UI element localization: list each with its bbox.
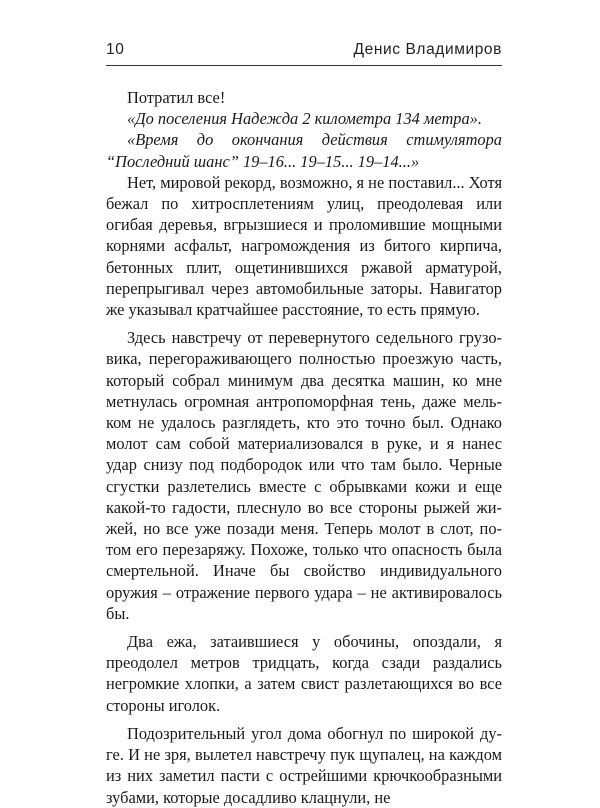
paragraph-record: Нет, мировой рекорд, возможно, я не поставил... Хотя бежал по хитросплетениям улиц, преодолевая или огибая деревья, вгрызшиеся и проломившие мощными корнями асфальт, нагромождения из битого кирпича, бетонных плит, ощетинившихся ржавой арматурой, перепрыгивал через автомобильные заторы. Навигатор же указывал кратчайшее расстояние, то есть прямую.	[106, 172, 502, 320]
paragraph-exclamation: Потратил все!	[127, 88, 226, 107]
stimulant-timer-message: «Время до окончания действия стимулятора “Последний шанс” 19–16... 19–15... 19–14...»	[106, 130, 502, 171]
running-head-author: Денис Владимиров	[353, 41, 502, 58]
paragraph-shadow-attack: Здесь навстречу от перевернутого седельного грузовика, перегораживающего полностью проезжую часть, который собрал минимум два десятка машин, ко мне метнулась огромная антропоморфная тень, даже мельком не удалось разглядеть, кто это точно был. Однако молот сам собой материализовался в руке, и я нанес удар снизу под подбородок или что там было. Черные сгустки разлетелись вместе с обрывками кожи и еще какой-то гадости, плеснуло во все стороны рыжей жижей, но все уже позади меня. Теперь молот в слот, потом его перезаряжу. Похоже, только что опасность была смертельной. Иначе бы свойство индивидуального оружия – отражение первого удара – не активировалось бы.	[106, 328, 502, 623]
header-rule	[106, 65, 502, 66]
body-text	[106, 87, 502, 808]
paragraph-tentacles: Подозрительный угол дома обогнул по широкой дуге. И не зря, вылетел навстречу пук щупалец, на каждом из них заметил пасти с острейшими крючкообразными зубами, которые досадливо клацнули, не	[106, 723, 502, 807]
paragraph-hedgehogs: Два ежа, затаившиеся у обочины, опоздали, я преодолел метров тридцать, когда сзади раздались негромкие хлопки, а затем свист разлетающихся во все стороны иголок.	[106, 632, 502, 715]
page-header	[106, 41, 502, 65]
page-number: 10	[106, 41, 125, 58]
navigator-message: «До поселения Надежда 2 километра 134 метра».	[127, 109, 482, 129]
